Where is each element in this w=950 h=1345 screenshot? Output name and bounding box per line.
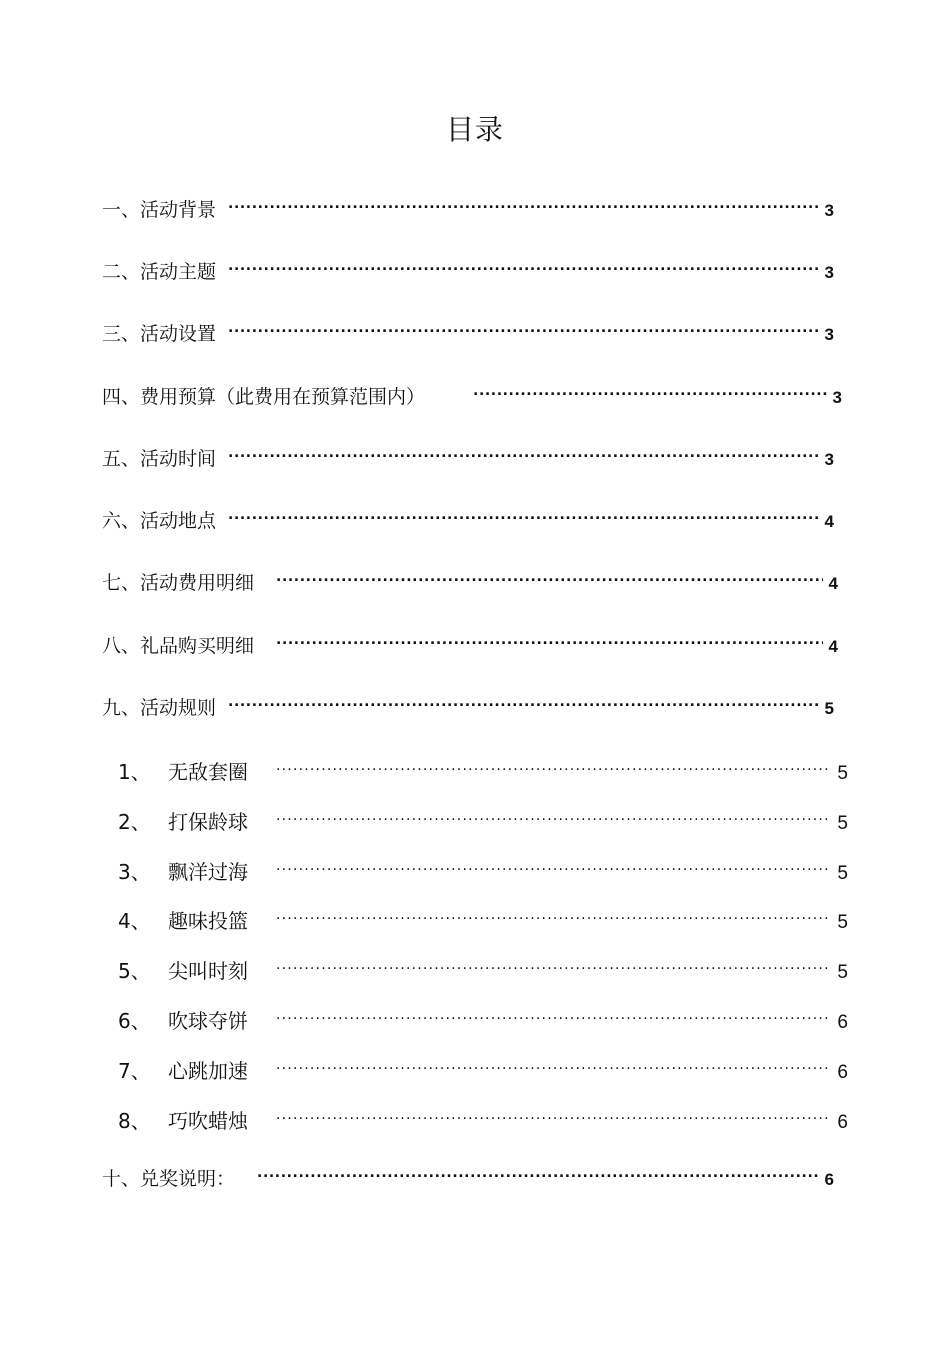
toc-entry-title: 飘洋过海: [168, 860, 248, 884]
toc-entry-title: 活动主题: [140, 261, 217, 283]
toc-entry-title: 打保龄球: [168, 810, 248, 834]
toc-entry-title: 兑奖说明：: [140, 1168, 236, 1190]
toc-subentry-2[interactable]: [118, 807, 848, 839]
toc-entry-number: 五、: [102, 448, 141, 470]
toc-page-number: 4: [828, 574, 838, 593]
toc-entry-title: 活动规则: [140, 697, 217, 719]
toc-subentry-7[interactable]: [118, 1056, 848, 1088]
page-title: 目录: [445, 113, 504, 146]
toc-subentry-6[interactable]: [118, 1006, 848, 1038]
toc-entry-number: 四、: [102, 386, 141, 408]
toc-entry-title: 尖叫时刻: [168, 959, 248, 983]
toc-entry-number: 十、: [102, 1168, 141, 1190]
dot-leader: [228, 197, 819, 216]
toc-entry-3[interactable]: [102, 320, 834, 349]
toc-entry-number: 8、: [118, 1109, 151, 1133]
dot-leader: [228, 321, 819, 340]
dot-leader: [276, 633, 823, 652]
toc-page-number: 5: [837, 912, 848, 933]
dot-leader: [276, 1108, 831, 1128]
dot-leader: [257, 1166, 819, 1185]
dot-leader: [276, 809, 831, 829]
toc-entry-title: 费用预算（此费用在预算范围内）: [140, 386, 426, 408]
toc-entry-4[interactable]: [102, 383, 842, 412]
toc-entry-title: 活动设置: [140, 323, 217, 345]
toc-entry-number: 九、: [102, 697, 141, 719]
toc-page-number: 6: [837, 1062, 848, 1083]
toc-page-number: 3: [824, 450, 834, 469]
toc-entry-title: 巧吹蜡烛: [168, 1109, 248, 1133]
toc-entry-8[interactable]: [102, 632, 838, 661]
toc-entry-6[interactable]: [102, 507, 834, 536]
toc-entry-number: 2、: [118, 810, 151, 834]
toc-entry-10[interactable]: [102, 1165, 834, 1194]
dot-leader: [276, 908, 831, 928]
toc-subentry-3[interactable]: [118, 857, 848, 889]
toc-entry-number: 六、: [102, 510, 141, 532]
toc-entry-number: 二、: [102, 261, 141, 283]
dot-leader: [228, 259, 819, 278]
toc-subentry-4[interactable]: [118, 906, 848, 938]
toc-page-number: 3: [832, 388, 842, 407]
toc-page-number: 4: [828, 637, 838, 656]
toc-entry-number: 八、: [102, 635, 141, 657]
toc-subentry-5[interactable]: [118, 956, 848, 988]
toc-entry-7[interactable]: [102, 569, 838, 598]
toc-page-number: 6: [837, 1012, 848, 1033]
toc-subentry-1[interactable]: [118, 757, 848, 789]
toc-page-number: 3: [824, 263, 834, 282]
toc-page-number: 5: [837, 962, 848, 983]
toc-page-number: 5: [824, 699, 834, 718]
dot-leader: [228, 446, 819, 465]
toc-entry-number: 1、: [118, 760, 151, 784]
toc-entry-title: 无敌套圈: [168, 760, 248, 784]
dot-leader: [473, 384, 827, 403]
toc-entry-title: 趣味投篮: [168, 909, 248, 933]
toc-subentry-8[interactable]: [118, 1106, 848, 1138]
toc-page-number: 6: [837, 1112, 848, 1133]
toc-page-number: 6: [824, 1170, 834, 1189]
toc-entry-2[interactable]: [102, 258, 834, 287]
toc-entry-title: 礼品购买明细: [140, 635, 255, 657]
dot-leader: [228, 508, 819, 527]
dot-leader: [276, 1058, 831, 1078]
toc-page-number: 4: [824, 512, 834, 531]
toc-entry-title: 活动背景: [140, 199, 217, 221]
toc-entry-number: 7、: [118, 1059, 151, 1083]
toc-entry-5[interactable]: [102, 445, 834, 474]
toc-entry-number: 6、: [118, 1009, 151, 1033]
dot-leader: [276, 1008, 831, 1028]
toc-entry-title: 心跳加速: [168, 1059, 248, 1083]
toc-entry-title: 活动时间: [140, 448, 217, 470]
toc-entry-title: 活动费用明细: [140, 572, 255, 594]
dot-leader: [276, 759, 831, 779]
toc-entry-number: 4、: [118, 909, 151, 933]
dot-leader: [276, 570, 823, 589]
toc-page-number: 3: [824, 325, 834, 344]
dot-leader: [276, 859, 831, 879]
toc-page-number: 3: [824, 201, 834, 220]
toc-page-number: 5: [837, 763, 848, 784]
toc-entry-title: 吹球夺饼: [168, 1009, 248, 1033]
dot-leader: [276, 958, 831, 978]
dot-leader: [228, 695, 819, 714]
toc-entry-number: 七、: [102, 572, 141, 594]
toc-entry-title: 活动地点: [140, 510, 217, 532]
toc-page-number: 5: [837, 813, 848, 834]
toc-entry-number: 三、: [102, 323, 141, 345]
toc-entry-number: 5、: [118, 959, 151, 983]
toc-entry-number: 一、: [102, 199, 141, 221]
toc-entry-number: 3、: [118, 860, 151, 884]
toc-page-number: 5: [837, 863, 848, 884]
toc-entry-1[interactable]: [102, 196, 834, 225]
toc-entry-9[interactable]: [102, 694, 834, 723]
